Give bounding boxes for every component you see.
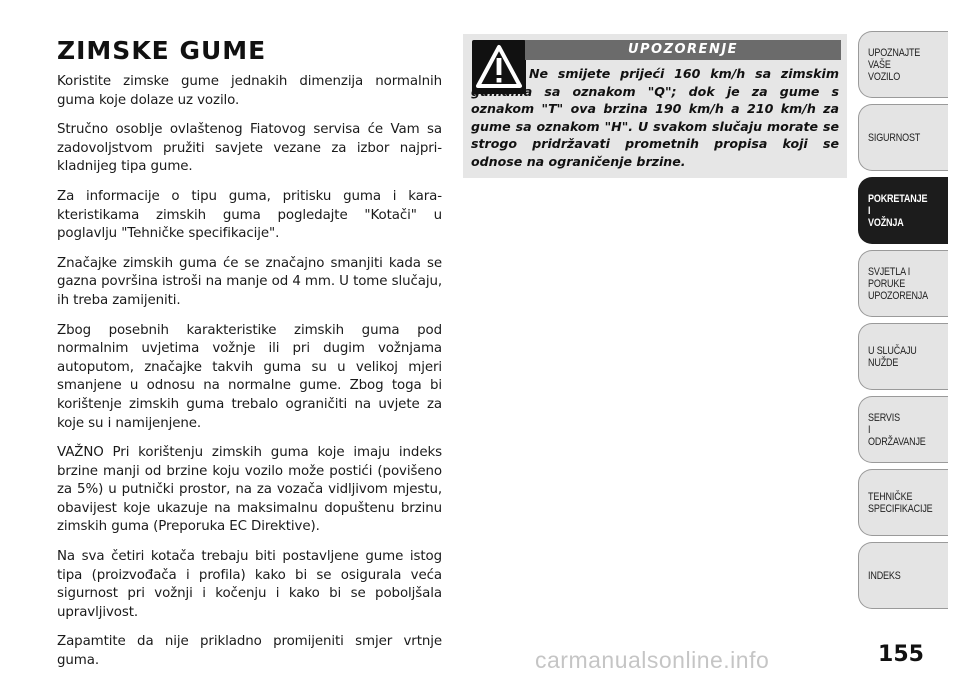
warning-header: UPOZORENJE [525, 40, 841, 60]
tab-pokretanje-i-voznja[interactable] [858, 177, 948, 244]
tab-svjetla-i-poruke-upozorenja[interactable] [858, 250, 948, 317]
tab-u-slucaju-nuzde[interactable] [858, 323, 948, 390]
page-number: 155 [878, 642, 924, 667]
tab-label: INDEKS [868, 569, 901, 582]
tab-indeks[interactable] [858, 542, 948, 609]
chapter-tabs [858, 31, 948, 615]
warning-text: Ne smijete prijeći 160 km/h sa zimskim gumama sa oznakom "Q"; dok je za gume s oznakom "T" ova brzina 190 km/h a 210 km/h za gume sa oznakom "H". U svakom slučaju morate se strogo pridržavati prometnih propisa koji se odnose na ograničenje brzine. [471, 66, 839, 169]
paragraph: VAŽNO Pri korištenju zimskih guma koje imaju indeks brzine manji od brzine koju vozilo može postići (povišeno za 5%) u putnički prostor, na za vozača vidljivom mjestu, obavijest koje ukazuje na maksimalnu dopuštenu brzinu zimskih guma (Preporuka EC Direktive). [57, 445, 442, 535]
tab-label: SIGURNOST [868, 131, 921, 144]
paragraph: Značajke zimskih guma će se značajno smanjiti kada se gazna površina istroši na manje od 4 mm. U tome slučaju, ih treba zamijeniti. [57, 255, 442, 308]
tab-label: U SLUČAJU NUŽDE [868, 344, 917, 369]
tab-label: UPOZNAJTE VAŠE VOZILO [868, 46, 921, 83]
tab-label: POKRETANJE I VOŽNJA [868, 192, 928, 229]
tab-servis-i-odrzavanje[interactable] [858, 396, 948, 463]
paragraph: Stručno osoblje ovlaštenog Fiatovog servisa će Vam sa zadovoljstvom pružiti savjete vezane za izbor najpri-kladnijeg tipa gume. [57, 122, 442, 175]
paragraph: Zapamtite da nije prikladno promijeniti smjer vrtnje guma. [57, 634, 442, 669]
tab-label: SERVIS I ODRŽAVANJE [868, 411, 926, 448]
tab-sigurnost[interactable] [858, 104, 948, 171]
tab-label: TEHNIČKE SPECIFIKACIJE [868, 490, 933, 515]
warning-box [463, 34, 847, 178]
watermark: carmanualsonline.info [535, 647, 770, 673]
page-title: ZIMSKE GUME [57, 36, 267, 65]
paragraph: Na sva četiri kotača trebaju biti postavljene gume istog tipa (proizvođača i profila) kako bi se osigurala veća sigurnost pri vožnji i kočenju i kako bi se poboljšala upravljivost. [57, 549, 442, 620]
paragraph: Zbog posebnih karakteristike zimskih guma pod normalnim uvjetima vožnje ili pri dugim vožnjama autoputom, značajke takvih guma su u velikoj mjeri smanjene u odnosu na normalne gume. Zbog toga bi korištenje zimskih guma trebalo ograničiti na uvjete za koje su i namijenjene. [57, 322, 442, 431]
tab-label: SVJETLA I PORUKE UPOZORENJA [868, 265, 929, 302]
paragraph: Koristite zimske gume jednakih dimenzija normalnih guma koje dolaze uz vozilo. [57, 74, 442, 108]
tab-upoznajte-vase-vozilo[interactable] [858, 31, 948, 98]
tab-tehnicke-specifikacije[interactable] [858, 469, 948, 536]
paragraph: Za informacije o tipu guma, pritisku guma i kara-kteristikama zimskih guma pogledajte "Kotači" u poglavlju "Tehničke specifikacije". [57, 188, 442, 242]
body-text [57, 73, 442, 682]
